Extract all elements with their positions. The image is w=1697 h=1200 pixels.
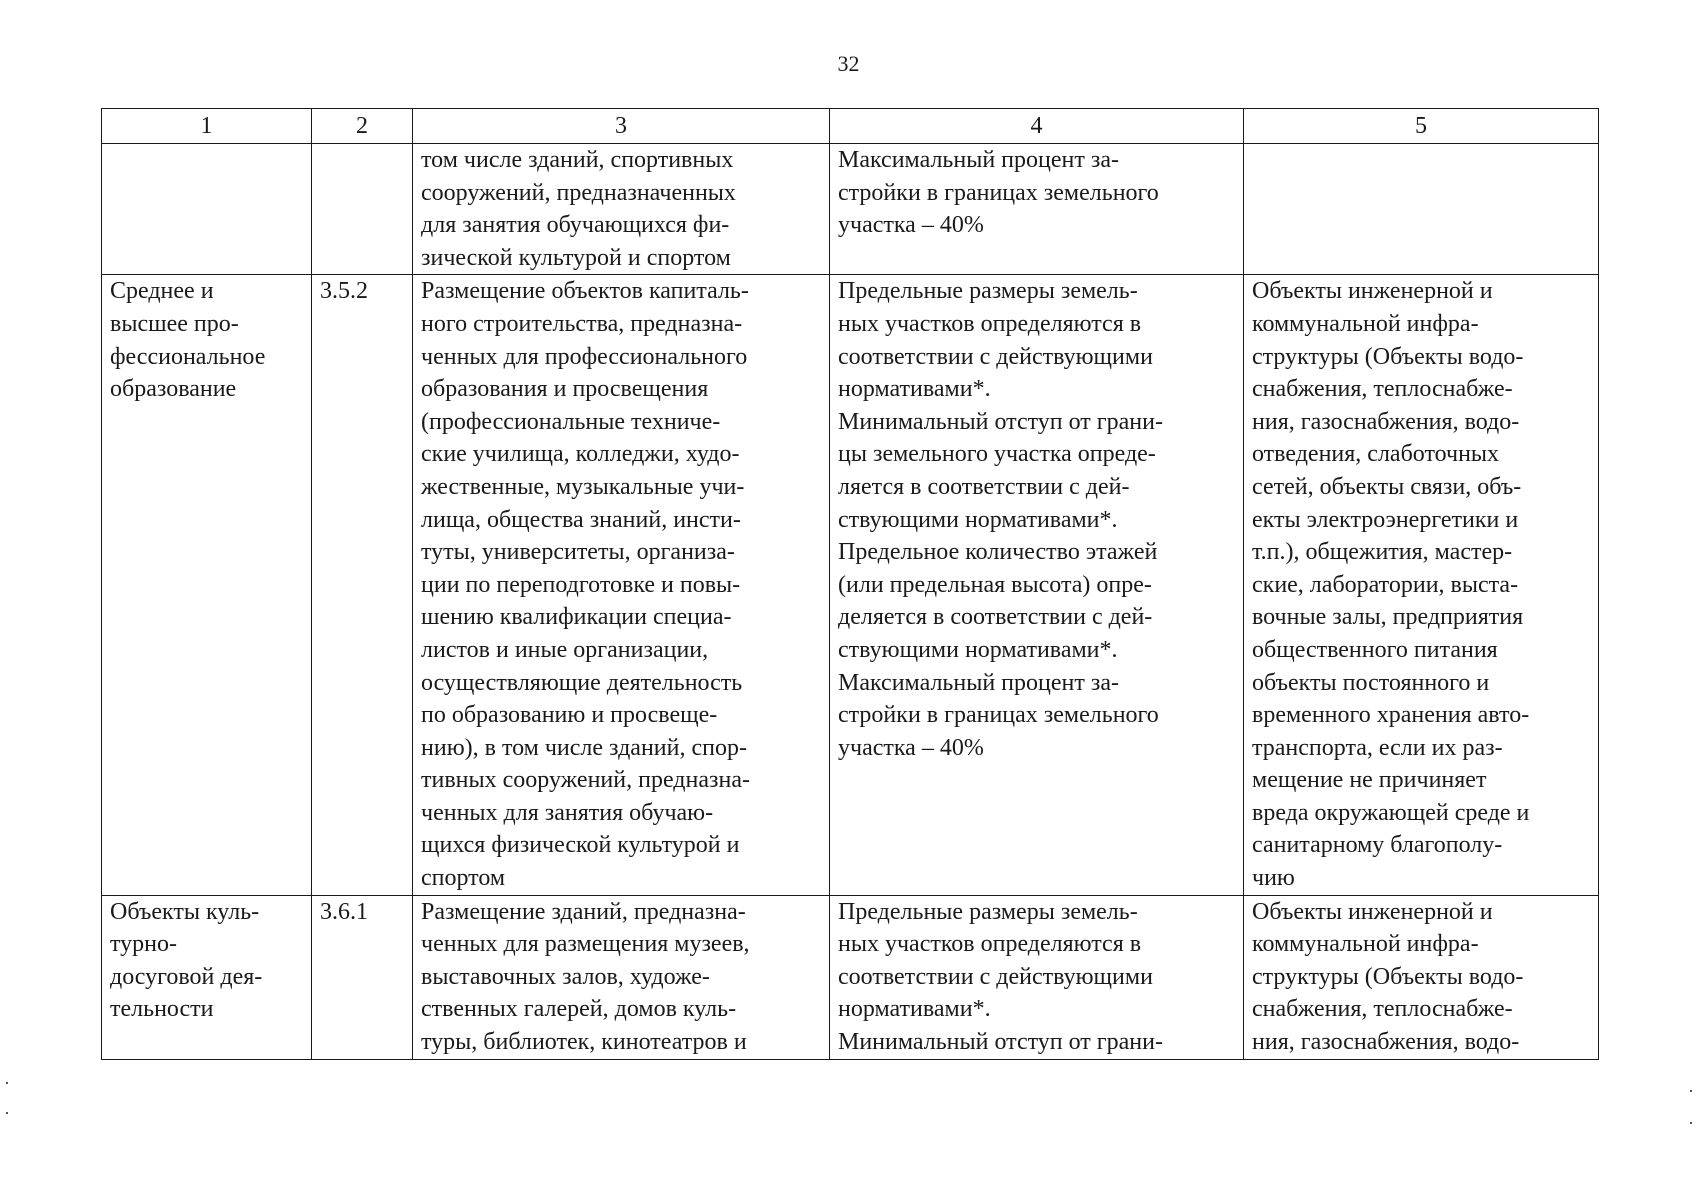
column-header-4: 4 — [830, 109, 1244, 144]
cell-description — [413, 144, 830, 275]
cell-parameters — [830, 275, 1244, 895]
cell-auxiliary — [1244, 275, 1599, 895]
column-header-5: 5 — [1244, 109, 1599, 144]
cell-code-text: 3.5.2 — [320, 278, 368, 305]
cell-name-text: Объекты куль- турно- досуговой дея- тельности — [110, 898, 263, 1023]
cell-auxiliary — [1244, 144, 1599, 275]
page-number: 32 — [837, 51, 860, 76]
cell-parameters-text: Предельные размеры земель- ных участков определяются в соответствии с действующими нормативами*. Минимальный отступ от грани- — [838, 898, 1163, 1056]
scan-speck — [6, 1082, 8, 1084]
cell-parameters — [830, 144, 1244, 275]
land-use-table — [101, 108, 1599, 1060]
cell-parameters — [830, 895, 1244, 1059]
cell-auxiliary — [1244, 895, 1599, 1059]
cell-parameters-text: Максимальный процент за- стройки в границах земельного участка – 40% — [838, 147, 1159, 239]
table-row — [102, 275, 1599, 895]
cell-name — [102, 275, 312, 895]
cell-auxiliary-text: Объекты инженерной и коммунальной инфра- структуры (Объекты водо- снабжения, теплоснабже- ния, газоснабжения, водо- отведения, слаботочных сетей, объекты связи, объ- екты электроэнергетики и т.п.), общежития, мастер- ские, лаборатории, выста- вочные залы, предприятия общественного питания объекты постоянного и временного хранения авто- транспорта, если их раз- мещение не причиняет вреда окружающей среде и санитарному благополу- чию — [1252, 278, 1530, 892]
cell-code — [312, 895, 413, 1059]
table-row — [102, 895, 1599, 1059]
cell-auxiliary-text: Объекты инженерной и коммунальной инфра- структуры (Объекты водо- снабжения, теплоснабже- ния, газоснабжения, водо- — [1252, 898, 1524, 1056]
column-header-3: 3 — [413, 109, 830, 144]
header-row — [102, 109, 1599, 144]
cell-code-text: 3.6.1 — [320, 898, 368, 925]
column-header-2: 2 — [312, 109, 413, 144]
cell-name-text: Среднее и высшее про- фессиональное образование — [110, 278, 266, 403]
column-header-1: 1 — [102, 109, 312, 144]
cell-description — [413, 895, 830, 1059]
table-row — [102, 144, 1599, 275]
cell-description-text: Размещение зданий, предназна- ченных для размещения музеев, выставочных залов, художе- ственных галерей, домов куль- туры, библиотек, кинотеатров и — [421, 898, 750, 1056]
cell-name — [102, 895, 312, 1059]
scan-speck — [1690, 1090, 1692, 1092]
scan-speck — [1690, 1122, 1692, 1124]
cell-code — [312, 275, 413, 895]
cell-code — [312, 144, 413, 275]
scan-speck — [6, 1112, 8, 1114]
cell-description-text: том числе зданий, спортивных сооружений, предназначенных для занятия обучающихся фи- зической культурой и спортом — [421, 147, 736, 271]
cell-parameters-text: Предельные размеры земель- ных участков определяются в соответствии с действующими нормативами*. Минимальный отступ от грани- цы земельного участка опреде- ляется в соответствии с дей- ствующими нормативами*. Предельное количество этажей (или предельная высота) опре- деляется в соответствии с дей- ствующими нормативами*. Максимальный процент за- стройки в границах земельного участка – 40% — [838, 278, 1163, 761]
cell-name — [102, 144, 312, 275]
cell-description-text: Размещение объектов капиталь- ного строительства, предназна- ченных для профессионального образования и просвещения (профессиональные техниче- ские училища, колледжи, худо- жественные, музыкальные учи- лища, общества знаний, инсти- туты, университеты, организа- ции по переподготовке и повы- шению квалификации специа- листов и иные организации, осуществляющие деятельность по образованию и просвеще- нию), в том числе зданий, спор- тивных сооружений, предназна- ченных для занятия обучаю- щихся физической культурой и спортом — [421, 278, 750, 892]
cell-description — [413, 275, 830, 895]
